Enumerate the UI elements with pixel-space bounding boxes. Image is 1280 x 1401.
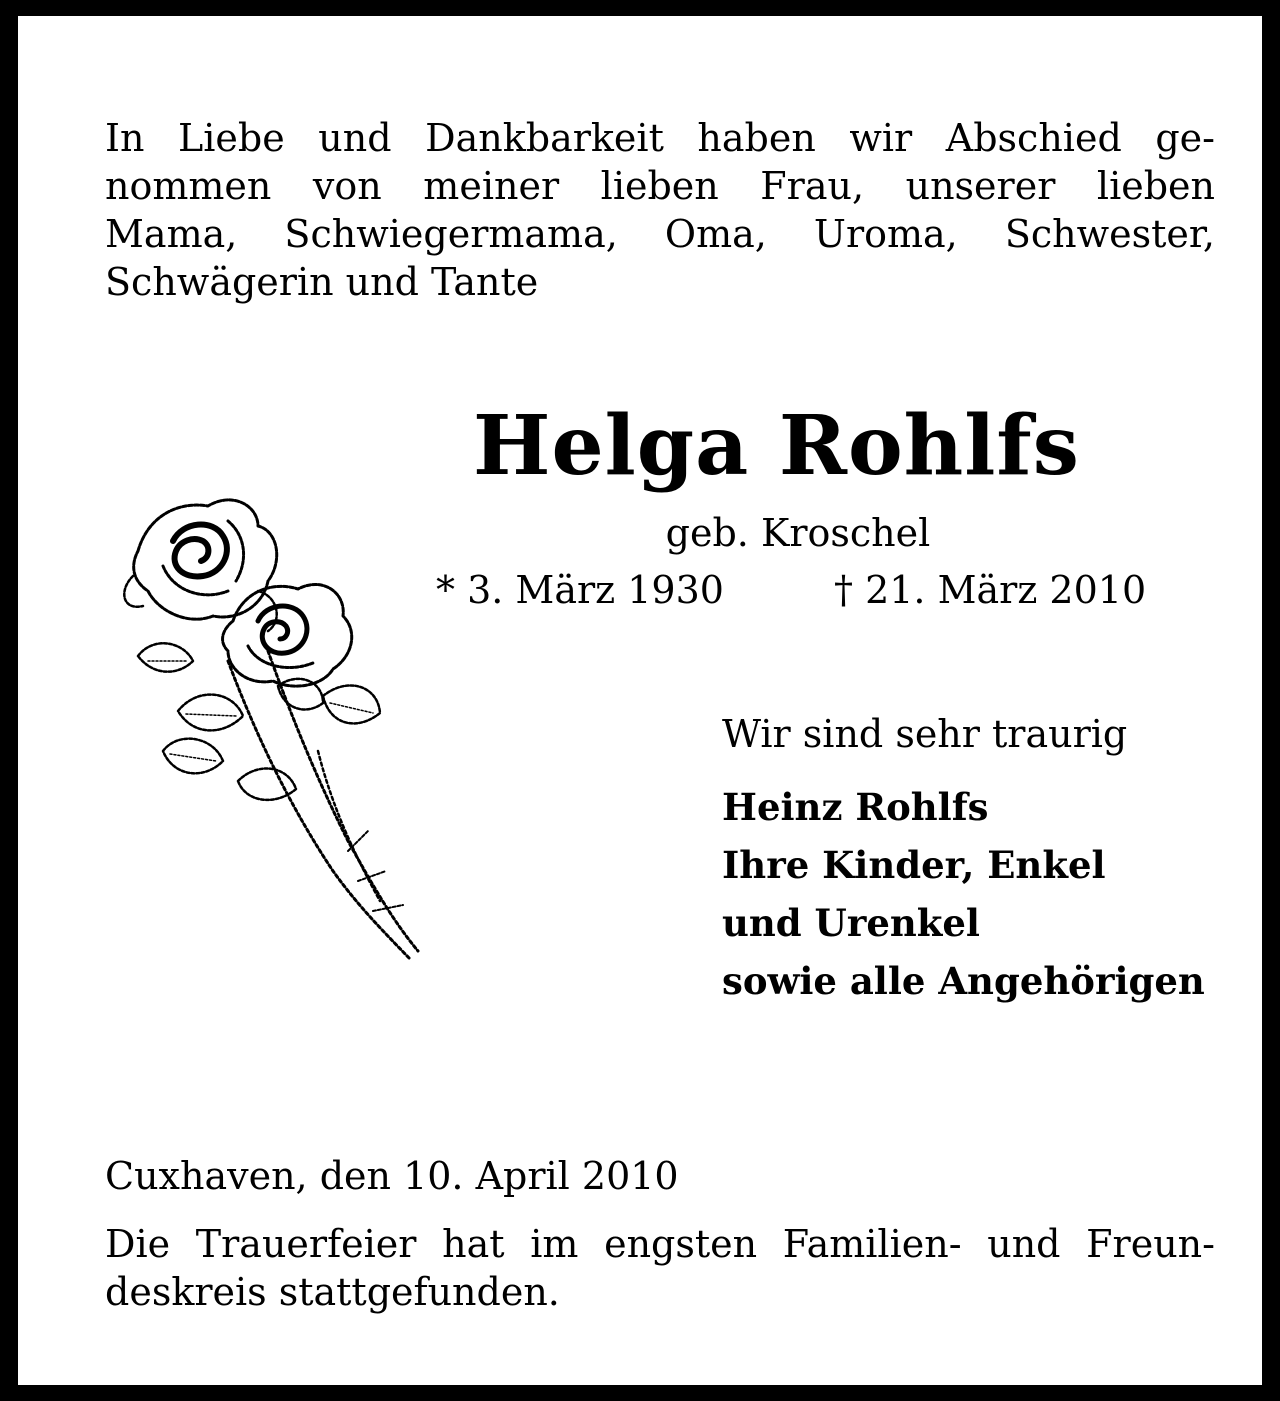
mourner-line-1: Heinz Rohlfs <box>722 785 989 829</box>
intro-line-2: nommen von meiner lieben Frau, unserer lieben <box>105 164 1215 208</box>
place-and-date: Cuxhaven, den 10. April 2010 <box>105 1154 679 1198</box>
mourner-line-3: und Urenkel <box>722 901 980 945</box>
intro-paragraph <box>105 114 1215 306</box>
rose-illustration-icon <box>118 481 438 971</box>
service-line-1: Die Trauerfeier hat im engsten Familien- und Freun- <box>105 1222 1215 1266</box>
mourners-block <box>722 710 1242 1010</box>
intro-line-1: In Liebe und Dankbarkeit haben wir Abschied ge- <box>105 116 1215 160</box>
intro-line-4: Schwägerin und Tante <box>105 260 539 304</box>
mourners-intro: Wir sind sehr traurig <box>722 712 1128 756</box>
mourner-line-2: Ihre Kinder, Enkel <box>722 843 1106 887</box>
mourner-line-4: sowie alle Angehörigen <box>722 959 1205 1003</box>
funeral-service-note <box>105 1220 1215 1316</box>
maiden-name: geb. Kroschel <box>665 511 931 555</box>
service-line-2: deskreis stattgefunden. <box>105 1270 560 1314</box>
birth-date: * 3. März 1930 <box>436 568 724 612</box>
intro-line-3: Mama, Schwiegermama, Oma, Uroma, Schwester, <box>105 212 1215 256</box>
deceased-name: Helga Rohlfs <box>473 398 1080 494</box>
death-date: † 21. März 2010 <box>834 568 1147 612</box>
